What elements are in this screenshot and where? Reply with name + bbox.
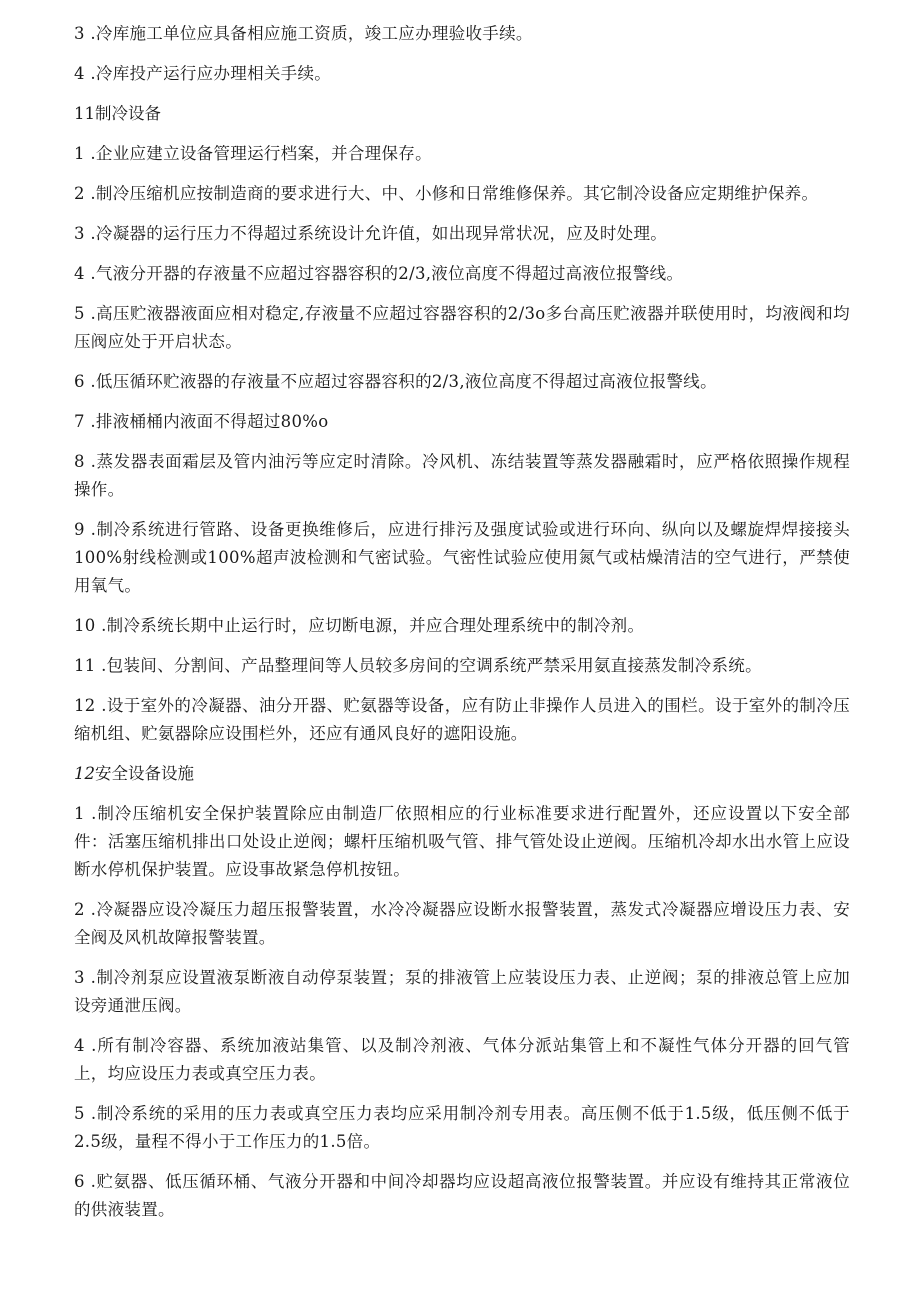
paragraph-s12-item3: 3 .制冷剂泵应设置液泵断液自动停泵装置；泵的排液管上应装设压力表、止逆阀；泵的排液总管上应加设旁通泄压阀。 [74,968,850,1015]
paragraph-s11-item6: 6 .低压循环贮液器的存液量不应超过容器容积的2/3,液位高度不得超过高液位报警线。 [74,372,717,391]
document-page [74,20,850,1236]
paragraph-s11-item7: 7 .排液桶桶内液面不得超过80%o [74,412,329,431]
paragraph-s11-item5: 5 .高压贮液器液面应相对稳定,存液量不应超过容器容积的2/3o多台高压贮液器并联使用时，均液阀和均压阀应处于开启状态。 [74,304,850,351]
paragraph-s12-item6: 6 .贮氨器、低压循环桶、气液分开器和中间冷却器均应设超高液位报警装置。并应设有维持其正常液位的供液装置。 [74,1172,850,1219]
section-heading-11: 11制冷设备 [74,104,161,123]
paragraph-s12-item2: 2 .冷凝器应设冷凝压力超压报警装置，水冷冷凝器应设断水报警装置，蒸发式冷凝器应增设压力表、安全阀及风机故障报警装置。 [74,900,850,947]
paragraph-s11-item11: 11 .包装间、分割间、产品整理间等人员较多房间的空调系统严禁采用氨直接蒸发制冷系统。 [74,656,762,675]
paragraph-s12-item1: 1 .制冷压缩机安全保护装置除应由制造厂依照相应的行业标准要求进行配置外，还应设置以下安全部件：活塞压缩机排出口处设止逆阀；螺杆压缩机吸气管、排气管处设止逆阀。压缩机冷却水出水管上应设断水停机保护装置。应设事故紧急停机按钮。 [74,804,850,879]
section-heading-12 [74,760,850,788]
paragraph-s11-item4: 4 .气液分开器的存液量不应超过容器容积的2/3,液位高度不得超过高液位报警线。 [74,264,684,283]
section-heading-12-number: 12 [74,764,95,783]
paragraph-s11-item8: 8 .蒸发器表面霜层及管内油污等应定时清除。冷风机、冻结装置等蒸发器融霜时，应严格依照操作规程操作。 [74,452,850,499]
paragraph-s11-item10: 10 .制冷系统长期中止运行时，应切断电源，并应合理处理系统中的制冷剂。 [74,616,645,635]
paragraph-s11-item12: 12 .设于室外的冷凝器、油分开器、贮氨器等设备，应有防止非操作人员进入的围栏。设于室外的制冷压缩机组、贮氨器除应设围栏外，还应有通风良好的遮阳设施。 [74,696,850,743]
paragraph-s12-item5: 5 .制冷系统的采用的压力表或真空压力表均应采用制冷剂专用表。高压侧不低于1.5级，低压侧不低于2.5级，量程不得小于工作压力的1.5倍。 [74,1104,850,1151]
paragraph-s10-item4: 4 .冷库投产运行应办理相关手续。 [74,64,332,83]
paragraph-s11-item2: 2 .制冷压缩机应按制造商的要求进行大、中、小修和日常维修保养。其它制冷设备应定期维护保养。 [74,184,819,203]
section-heading-12-text: 安全设备设施 [95,764,194,783]
paragraph-s10-item3: 3 .冷库施工单位应具备相应施工资质，竣工应办理验收手续。 [74,24,533,43]
paragraph-s12-item4: 4 .所有制冷容器、系统加液站集管、以及制冷剂液、气体分派站集管上和不凝性气体分开器的回气管上，均应设压力表或真空压力表。 [74,1036,850,1083]
paragraph-s11-item1: 1 .企业应建立设备管理运行档案，并合理保存。 [74,144,432,163]
paragraph-s11-item9: 9 .制冷系统进行管路、设备更换维修后，应进行排污及强度试验或进行环向、纵向以及螺旋焊焊接接头100%射线检测或100%超声波检测和气密试验。气密性试验应使用氮气或枯燥清洁的空气进行，严禁使用氧气。 [74,520,850,595]
paragraph-s11-item3: 3 .冷凝器的运行压力不得超过系统设计允许值，如出现异常状况，应及时处理。 [74,224,668,243]
